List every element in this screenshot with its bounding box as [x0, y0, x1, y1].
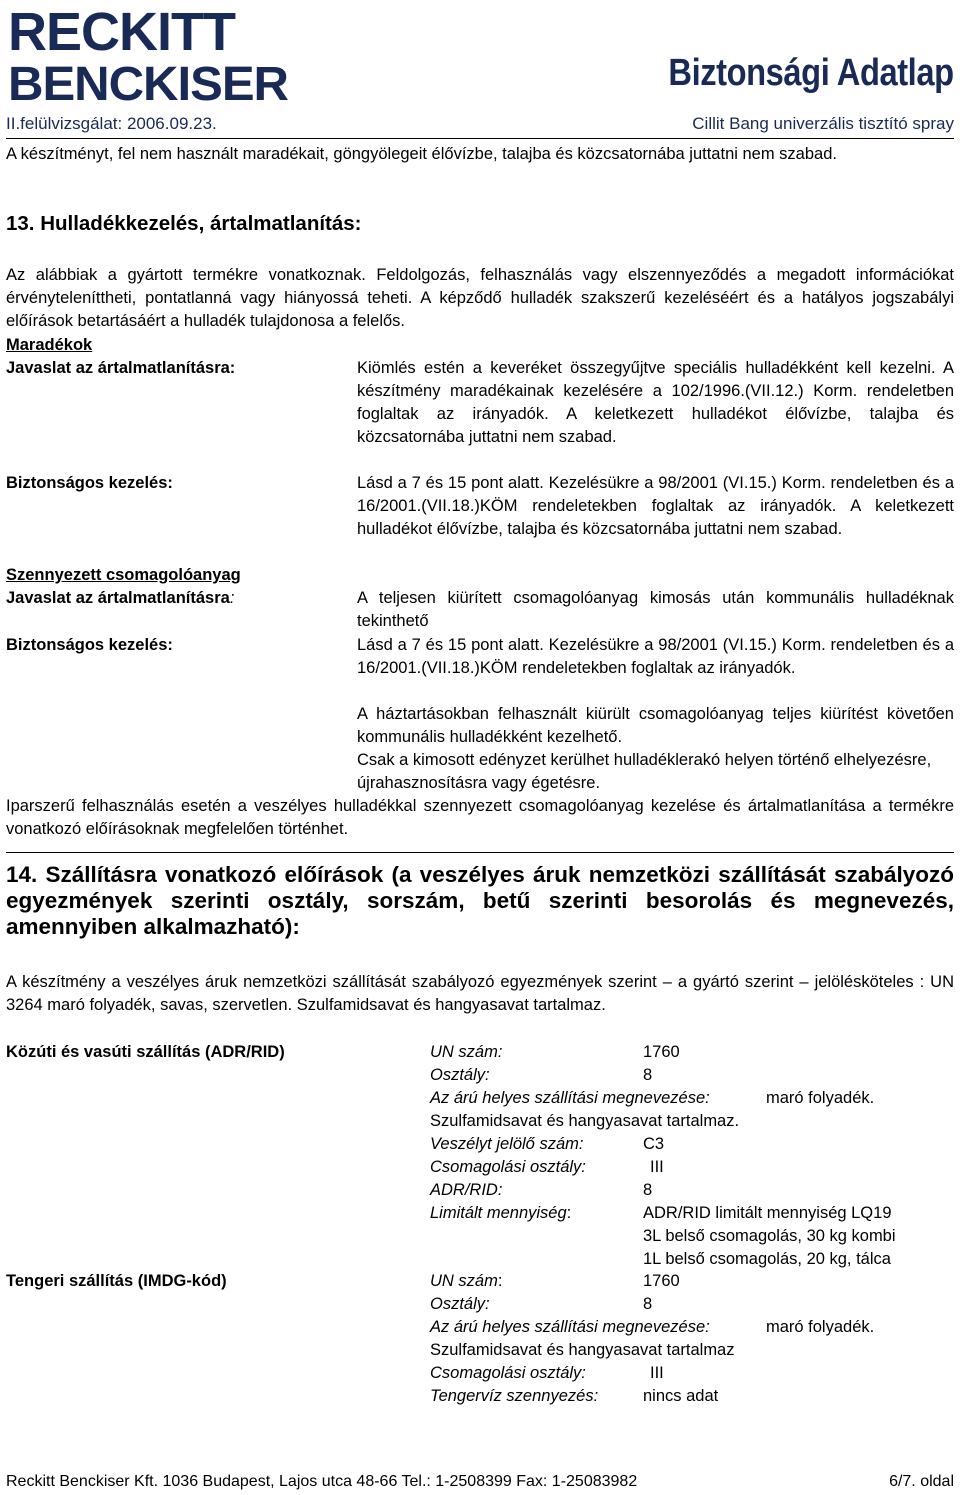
- logo-line-1: RECKITT: [8, 4, 235, 62]
- road-transport-label: Közúti és vasúti szállítás (ADR/RID): [6, 1043, 285, 1061]
- disposal-label-1: Javaslat az ártalmatlanításra:: [6, 359, 236, 377]
- sea-transport-label: Tengeri szállítás (IMDG-kód): [6, 1272, 227, 1290]
- sea-un-label: UN szám:: [430, 1272, 503, 1290]
- sea-un-value: 1760: [643, 1272, 680, 1290]
- road-pack-label: Csomagolási osztály:: [430, 1158, 586, 1176]
- road-class-label: Osztály:: [430, 1066, 490, 1084]
- road-limited-label: Limitált mennyiség:: [430, 1204, 572, 1222]
- road-hazard-label: Veszélyt jelölő szám:: [430, 1135, 584, 1153]
- sea-marine-label: Tengervíz szennyezés:: [430, 1387, 599, 1405]
- road-adr-label: ADR/RID:: [430, 1181, 503, 1199]
- section-13-paragraph: Az alábbiak a gyártott termékre vonatkoznak. Feldolgozás, felhasználás vagy elszennyeződés a megadott információkat érvényteleníttheti, pontatlanná vagy hiányossá teheti. A képződő hulladék szakszerű kezeléséért és a hatályos jogszabályi előírások betartásáért a hulladék tulajdonosa a felelős.: [6, 266, 954, 330]
- road-name-label: Az árú helyes szállítási megnevezése:: [430, 1089, 710, 1107]
- road-limited-value-1: ADR/RID limitált mennyiség LQ19: [643, 1204, 892, 1222]
- safe-handling-label-1: Biztonságos kezelés:: [6, 474, 173, 492]
- section-14-paragraph: A készítmény a veszélyes áruk nemzetközi szállítását szabályozó egyezmények szerint – a gyártó szerint – jelölésköteles : UN 3264 maró folyadék, savas, szervetlen. Szulfamidsavat és hangyasavat tartalmaz.: [6, 973, 954, 1014]
- disposal-text-1: Kiömlés estén a keveréket összegyűjtve speciális hulladékként kell kezelni. A készítmény maradékainak kezelésére a 102/1996.(VII.12.) Korm. rendeletben foglaltak az irányadók. A keletkezett hulladékot élővízbe, talajba és közcsatornába juttatni nem szabad.: [357, 359, 954, 446]
- safe-handling-text-2b: A háztartásokban felhasznált kiürült csomagolóanyag teljes kiürítést követően kommunális hulladékként kezelhető.: [357, 705, 954, 746]
- road-un-value: 1760: [643, 1043, 680, 1061]
- sea-pack-value: III: [650, 1364, 664, 1382]
- packaging-heading: Szennyezett csomagolóanyag: [6, 566, 241, 584]
- safe-handling-text-2a: Lásd a 7 és 15 pont alatt. Kezelésükre a 98/2001 (VI.15.) Korm. rendeletben és a 16/2001.(VII.18.)KÖM rendeletekben foglaltak az irányadók.: [357, 636, 954, 677]
- intro-text: A készítményt, fel nem használt maradékait, göngyölegeit élővízbe, talajba és közcsatornába juttatni nem szabad.: [6, 145, 837, 163]
- sea-transport-details: [0, 1270, 960, 1410]
- road-hazard-value: C3: [643, 1135, 665, 1153]
- safe-handling-label-2: Biztonságos kezelés:: [6, 636, 173, 654]
- road-limited-value-3: 1L belső csomagolás, 20 kg, tálca: [643, 1250, 891, 1268]
- logo-line-2: BENCKISER: [8, 58, 289, 104]
- road-un-label: UN szám:: [430, 1043, 503, 1061]
- section-divider: [6, 852, 954, 853]
- sea-name-label: Az árú helyes szállítási megnevezése:: [430, 1318, 710, 1336]
- footer-company-info: Reckitt Benckiser Kft. 1036 Budapest, Lajos utca 48-66 Tel.: 1-2508399 Fax: 1-25083982: [6, 1473, 638, 1490]
- sea-name-extra: Szulfamidsavat és hangyasavat tartalmaz: [430, 1341, 735, 1359]
- safe-handling-text-1: Lásd a 7 és 15 pont alatt. Kezelésükre a 98/2001 (VI.15.) Korm. rendeletben és a 16/2001.(VII.18.)KÖM rendeletekben foglaltak az irányadók. A keletkezett hulladékot élővízbe, talajba és közcsatornába juttatni nem szabad.: [357, 474, 954, 538]
- section-13-title: 13. Hulladékkezelés, ártalmatlanítás:: [6, 212, 362, 235]
- safe-handling-text-2c: Csak a kimosott edényzet kerülhet hulladéklerakó helyen történő elhelyezésre, újrahasznosításra vagy égetésre.: [357, 751, 932, 792]
- section-14-title: 14. Szállításra vonatkozó előírások (a veszélyes áruk nemzetközi szállítását szabályozó egyezmények szerinti osztály, sorszám, betű szerinti besorolás és megnevezés, amennyiben alkalmazható):: [6, 862, 954, 939]
- residues-heading: Maradékok: [6, 336, 93, 354]
- road-pack-value: III: [650, 1158, 664, 1176]
- disposal-label-2: Javaslat az ártalmatlanításra:: [6, 589, 235, 607]
- industrial-use-text: Iparszerű felhasználás esetén a veszélyes hulladékkal szennyezett csomagolóanyag kezelése és ártalmatlanítása a termékre vonatkozó előírásoknak megfelelően történhet.: [6, 797, 954, 838]
- header-divider: [6, 138, 954, 139]
- reckitt-benckiser-logo-icon: [6, 4, 296, 104]
- revision-date: II.felülvizsgálat: 2006.09.23.: [6, 114, 217, 133]
- road-limited-value-2: 3L belső csomagolás, 30 kg kombi: [643, 1227, 896, 1245]
- road-name-value: maró folyadék.: [766, 1089, 875, 1107]
- footer-page-number: 6/7. oldal: [889, 1473, 954, 1490]
- road-name-extra: Szulfamidsavat és hangyasavat tartalmaz.: [430, 1112, 740, 1130]
- road-adr-value: 8: [643, 1181, 653, 1199]
- road-class-value: 8: [643, 1066, 653, 1084]
- sea-marine-value: nincs adat: [643, 1387, 719, 1405]
- sea-name-value: maró folyadék.: [766, 1318, 875, 1336]
- product-name: Cillit Bang univerzális tisztító spray: [692, 114, 954, 133]
- document-title: Biztonsági Adatlap: [668, 52, 954, 94]
- sea-class-label: Osztály:: [430, 1295, 490, 1313]
- disposal-text-2: A teljesen kiürített csomagolóanyag kimosás után kommunális hulladéknak tekinthető: [357, 589, 954, 630]
- sea-pack-label: Csomagolási osztály:: [430, 1364, 586, 1382]
- company-logo: [6, 4, 296, 104]
- road-transport-details: [0, 1041, 960, 1271]
- sea-class-value: 8: [643, 1295, 653, 1313]
